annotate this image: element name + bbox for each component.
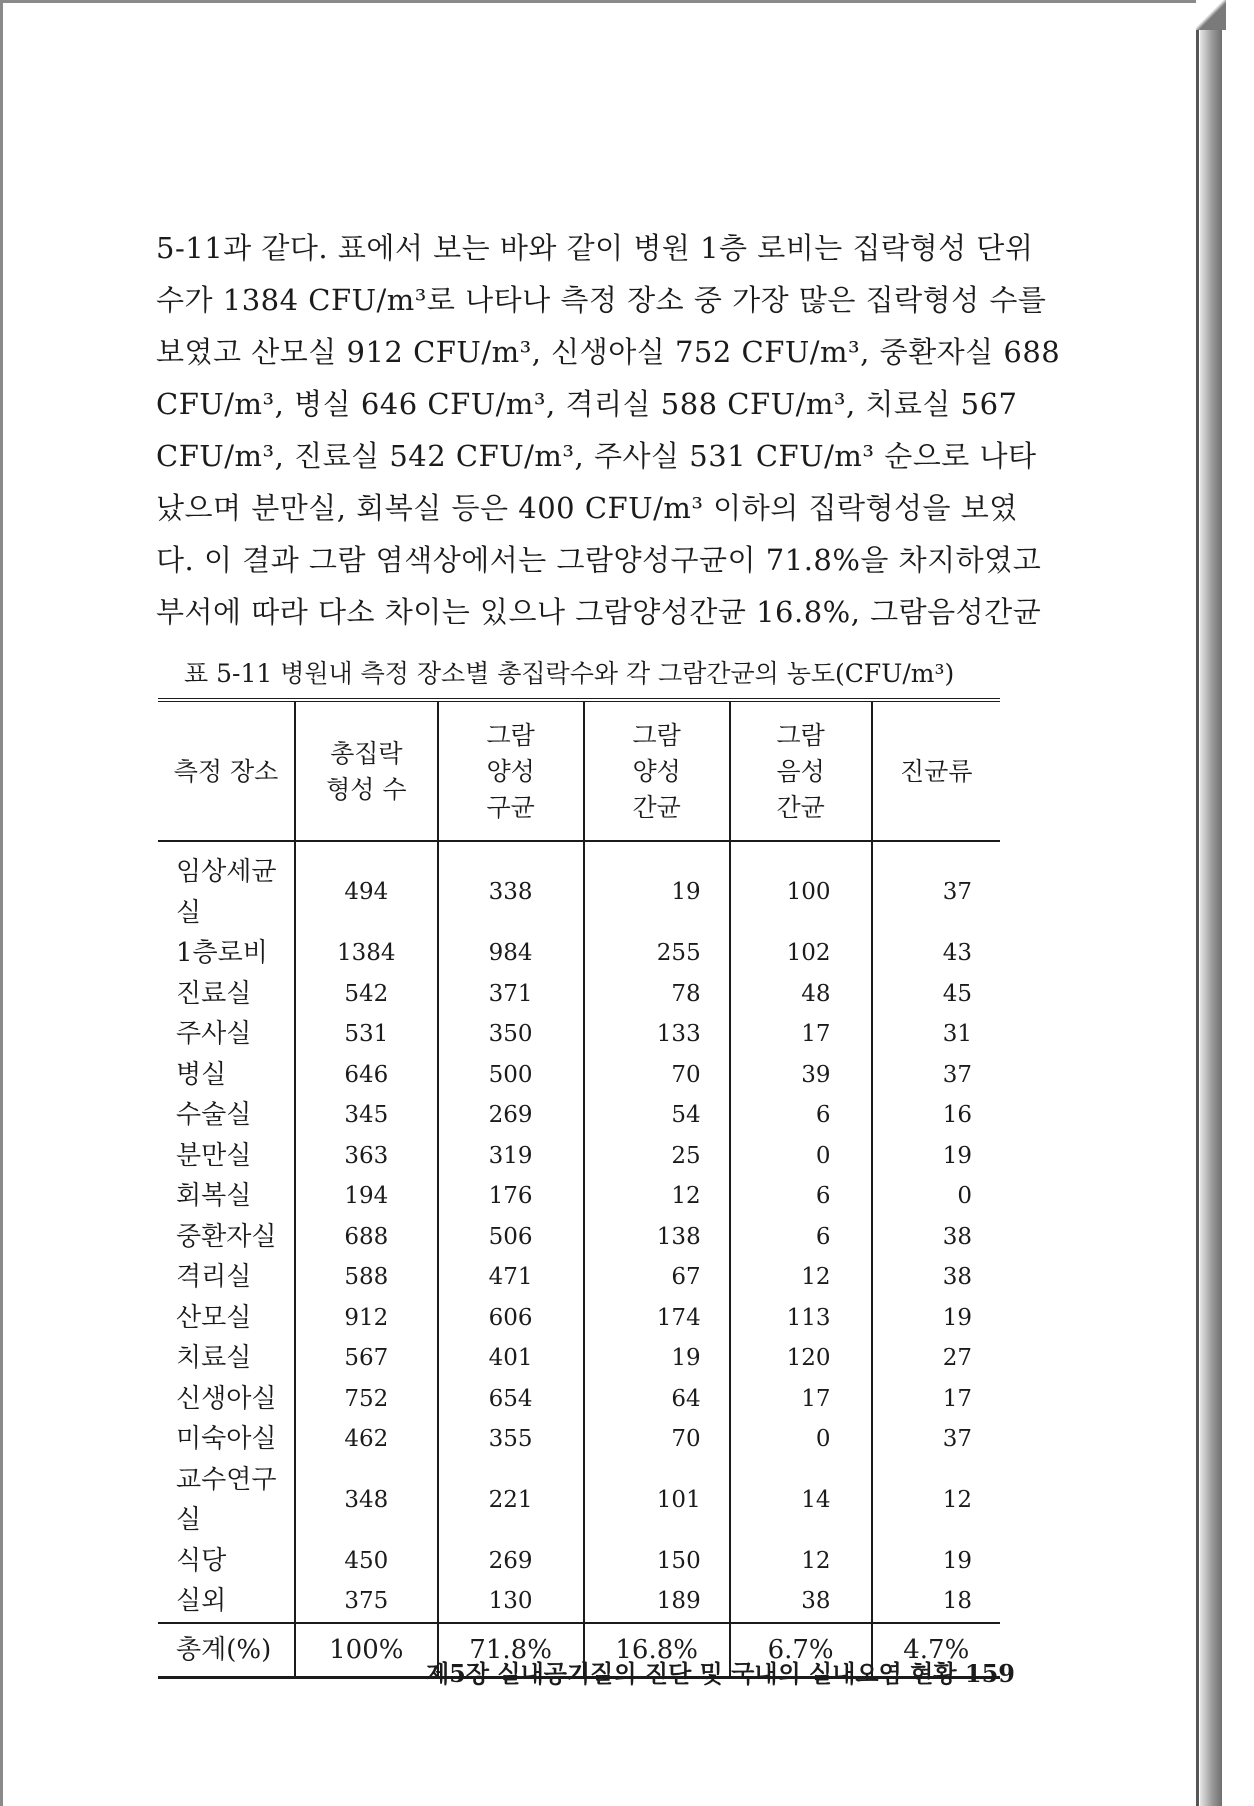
value-cell: 355 [438,1419,584,1460]
value-cell: 18 [872,1581,1001,1623]
value-cell: 78 [584,974,730,1015]
value-cell: 17 [730,1379,872,1420]
value-cell: 120 [730,1338,872,1379]
location-cell: 치료실 [176,1343,252,1373]
table-row [158,1055,1000,1096]
column-header: 그람 음성 간균 [730,700,872,841]
value-cell: 17 [872,1379,1001,1420]
table-row [158,1379,1000,1420]
paragraph-line: 부서에 따라 다소 차이는 있으나 그람양성간균 16.8%, 그람음성간균 [156,595,1042,629]
paragraph-line: 수가 1384 CFU/m³로 나타나 측정 장소 중 가장 많은 집락형성 수를 [156,283,1047,317]
value-cell: 133 [584,1014,730,1055]
column-header: 진균류 [872,700,1001,841]
value-cell: 67 [584,1257,730,1298]
value-cell: 174 [584,1298,730,1339]
location-cell: 수술실 [176,1100,252,1130]
location-cell: 실외 [176,1586,227,1616]
table-row [158,1136,1000,1177]
page-corner-fold [1196,0,1226,30]
value-cell: 269 [438,1541,584,1582]
total-value-cell: 71.8% [438,1623,584,1678]
column-header: 그람 양성 구균 [438,700,584,841]
value-cell: 338 [438,841,584,933]
value-cell: 350 [438,1014,584,1055]
value-cell: 531 [295,1014,438,1055]
value-cell: 189 [584,1581,730,1623]
value-cell: 19 [872,1298,1001,1339]
location-cell: 분만실 [176,1140,252,1171]
value-cell: 31 [872,1014,1001,1055]
value-cell: 494 [295,841,438,933]
value-cell: 37 [872,1055,1001,1096]
location-cell: 중환자실 [176,1221,277,1252]
table-row [158,974,1000,1015]
value-cell: 542 [295,974,438,1015]
table-row [158,1298,1000,1339]
table-row [158,1460,1000,1541]
value-cell: 6 [730,1176,872,1217]
paragraph-line: 다. 이 결과 그람 염색상에서는 그람양성구균이 71.8%을 차지하였고 [156,543,1042,577]
value-cell: 345 [295,1095,438,1136]
value-cell: 6 [730,1095,872,1136]
value-cell: 138 [584,1217,730,1258]
data-table [158,698,1000,1679]
value-cell: 500 [438,1055,584,1096]
value-cell: 984 [438,933,584,974]
value-cell: 1384 [295,933,438,974]
location-cell: 1층로비 [176,938,268,968]
location-cell: 식당 [176,1545,227,1576]
location-cell: 진료실 [176,978,252,1009]
value-cell: 37 [872,841,1001,933]
value-cell: 371 [438,974,584,1015]
value-cell: 12 [730,1541,872,1582]
value-cell: 38 [872,1217,1001,1258]
table-row [158,933,1000,974]
paragraph-line: CFU/m³, 진료실 542 CFU/m³, 주사실 531 CFU/m³ 순으로 나타 [156,439,1037,473]
table-row [158,1419,1000,1460]
total-label-cell: 총계(%) [158,1623,295,1678]
value-cell: 506 [438,1217,584,1258]
location-cell: 미숙아실 [176,1424,277,1454]
location-cell: 산모실 [176,1302,252,1333]
value-cell: 688 [295,1217,438,1258]
location-cell: 병실 [176,1059,227,1090]
value-cell: 12 [730,1257,872,1298]
table-header-row [158,700,1000,841]
value-cell: 588 [295,1257,438,1298]
table-row [158,1014,1000,1055]
value-cell: 101 [584,1460,730,1541]
value-cell: 54 [584,1095,730,1136]
page-edge-top [0,0,1206,3]
location-cell: 주사실 [176,1019,252,1049]
value-cell: 43 [872,933,1001,974]
paragraph-line: 5-11과 같다. 표에서 보는 바와 같이 병원 1층 로비는 집락형성 단위 [156,231,1034,265]
column-header: 총집락 형성 수 [295,700,438,841]
location-cell: 신생아실 [176,1383,277,1414]
value-cell: 64 [584,1379,730,1420]
value-cell: 363 [295,1136,438,1177]
value-cell: 25 [584,1136,730,1177]
value-cell: 19 [872,1136,1001,1177]
page-footer: 제5장 실내공기질의 진단 및 국내의 실내오염 현황 159 [426,1659,1015,1688]
value-cell: 100 [730,841,872,933]
value-cell: 70 [584,1419,730,1460]
value-cell: 19 [584,1338,730,1379]
value-cell: 19 [872,1541,1001,1582]
page-edge-right-line [1196,0,1199,1806]
value-cell: 450 [295,1541,438,1582]
value-cell: 471 [438,1257,584,1298]
location-cell: 교수연구실 [176,1464,277,1535]
value-cell: 45 [872,974,1001,1015]
value-cell: 39 [730,1055,872,1096]
total-value-cell: 100% [295,1623,438,1678]
value-cell: 37 [872,1419,1001,1460]
value-cell: 348 [295,1460,438,1541]
page-edge-right [1200,0,1222,1806]
value-cell: 14 [730,1460,872,1541]
value-cell: 27 [872,1338,1001,1379]
column-header: 그람 양성 간균 [584,700,730,841]
table-caption: 표 5-11 병원내 측정 장소별 총집락수와 각 그람간균의 농도(CFU/m³) [184,659,955,688]
page-edge-left [0,0,3,1806]
value-cell: 654 [438,1379,584,1420]
table-row [158,1338,1000,1379]
location-cell: 격리실 [176,1262,252,1292]
value-cell: 48 [730,974,872,1015]
value-cell: 17 [730,1014,872,1055]
value-cell: 375 [295,1581,438,1623]
value-cell: 12 [872,1460,1001,1541]
location-cell: 회복실 [176,1181,252,1211]
paragraph-line: CFU/m³, 병실 646 CFU/m³, 격리실 588 CFU/m³, 치료실 567 [156,387,1018,421]
table-row [158,1095,1000,1136]
value-cell: 194 [295,1176,438,1217]
value-cell: 646 [295,1055,438,1096]
value-cell: 38 [730,1581,872,1623]
value-cell: 130 [438,1581,584,1623]
value-cell: 19 [584,841,730,933]
table-row [158,1217,1000,1258]
value-cell: 269 [438,1095,584,1136]
value-cell: 606 [438,1298,584,1339]
value-cell: 6 [730,1217,872,1258]
total-value-cell: 4.7% [872,1623,1001,1678]
total-value-cell: 16.8% [584,1623,730,1678]
table-row [158,1581,1000,1623]
paragraph-line: 났으며 분만실, 회복실 등은 400 CFU/m³ 이하의 집락형성을 보였 [156,491,1018,525]
table-row [158,1541,1000,1582]
value-cell: 0 [872,1176,1001,1217]
body-paragraph [156,222,1061,638]
value-cell: 401 [438,1338,584,1379]
table-row [158,841,1000,933]
value-cell: 319 [438,1136,584,1177]
value-cell: 567 [295,1338,438,1379]
value-cell: 0 [730,1136,872,1177]
table-row [158,1176,1000,1217]
value-cell: 752 [295,1379,438,1420]
column-header: 측정 장소 [158,700,295,841]
value-cell: 38 [872,1257,1001,1298]
paragraph-line: 보였고 산모실 912 CFU/m³, 신생아실 752 CFU/m³, 중환자실 688 [156,335,1061,369]
value-cell: 70 [584,1055,730,1096]
value-cell: 912 [295,1298,438,1339]
value-cell: 113 [730,1298,872,1339]
total-value-cell: 6.7% [730,1623,872,1678]
value-cell: 102 [730,933,872,974]
value-cell: 255 [584,933,730,974]
value-cell: 462 [295,1419,438,1460]
value-cell: 150 [584,1541,730,1582]
location-cell: 임상세균실 [176,857,277,928]
value-cell: 221 [438,1460,584,1541]
value-cell: 0 [730,1419,872,1460]
value-cell: 12 [584,1176,730,1217]
table-body [158,841,1000,1623]
value-cell: 176 [438,1176,584,1217]
value-cell: 16 [872,1095,1001,1136]
table-row [158,1257,1000,1298]
